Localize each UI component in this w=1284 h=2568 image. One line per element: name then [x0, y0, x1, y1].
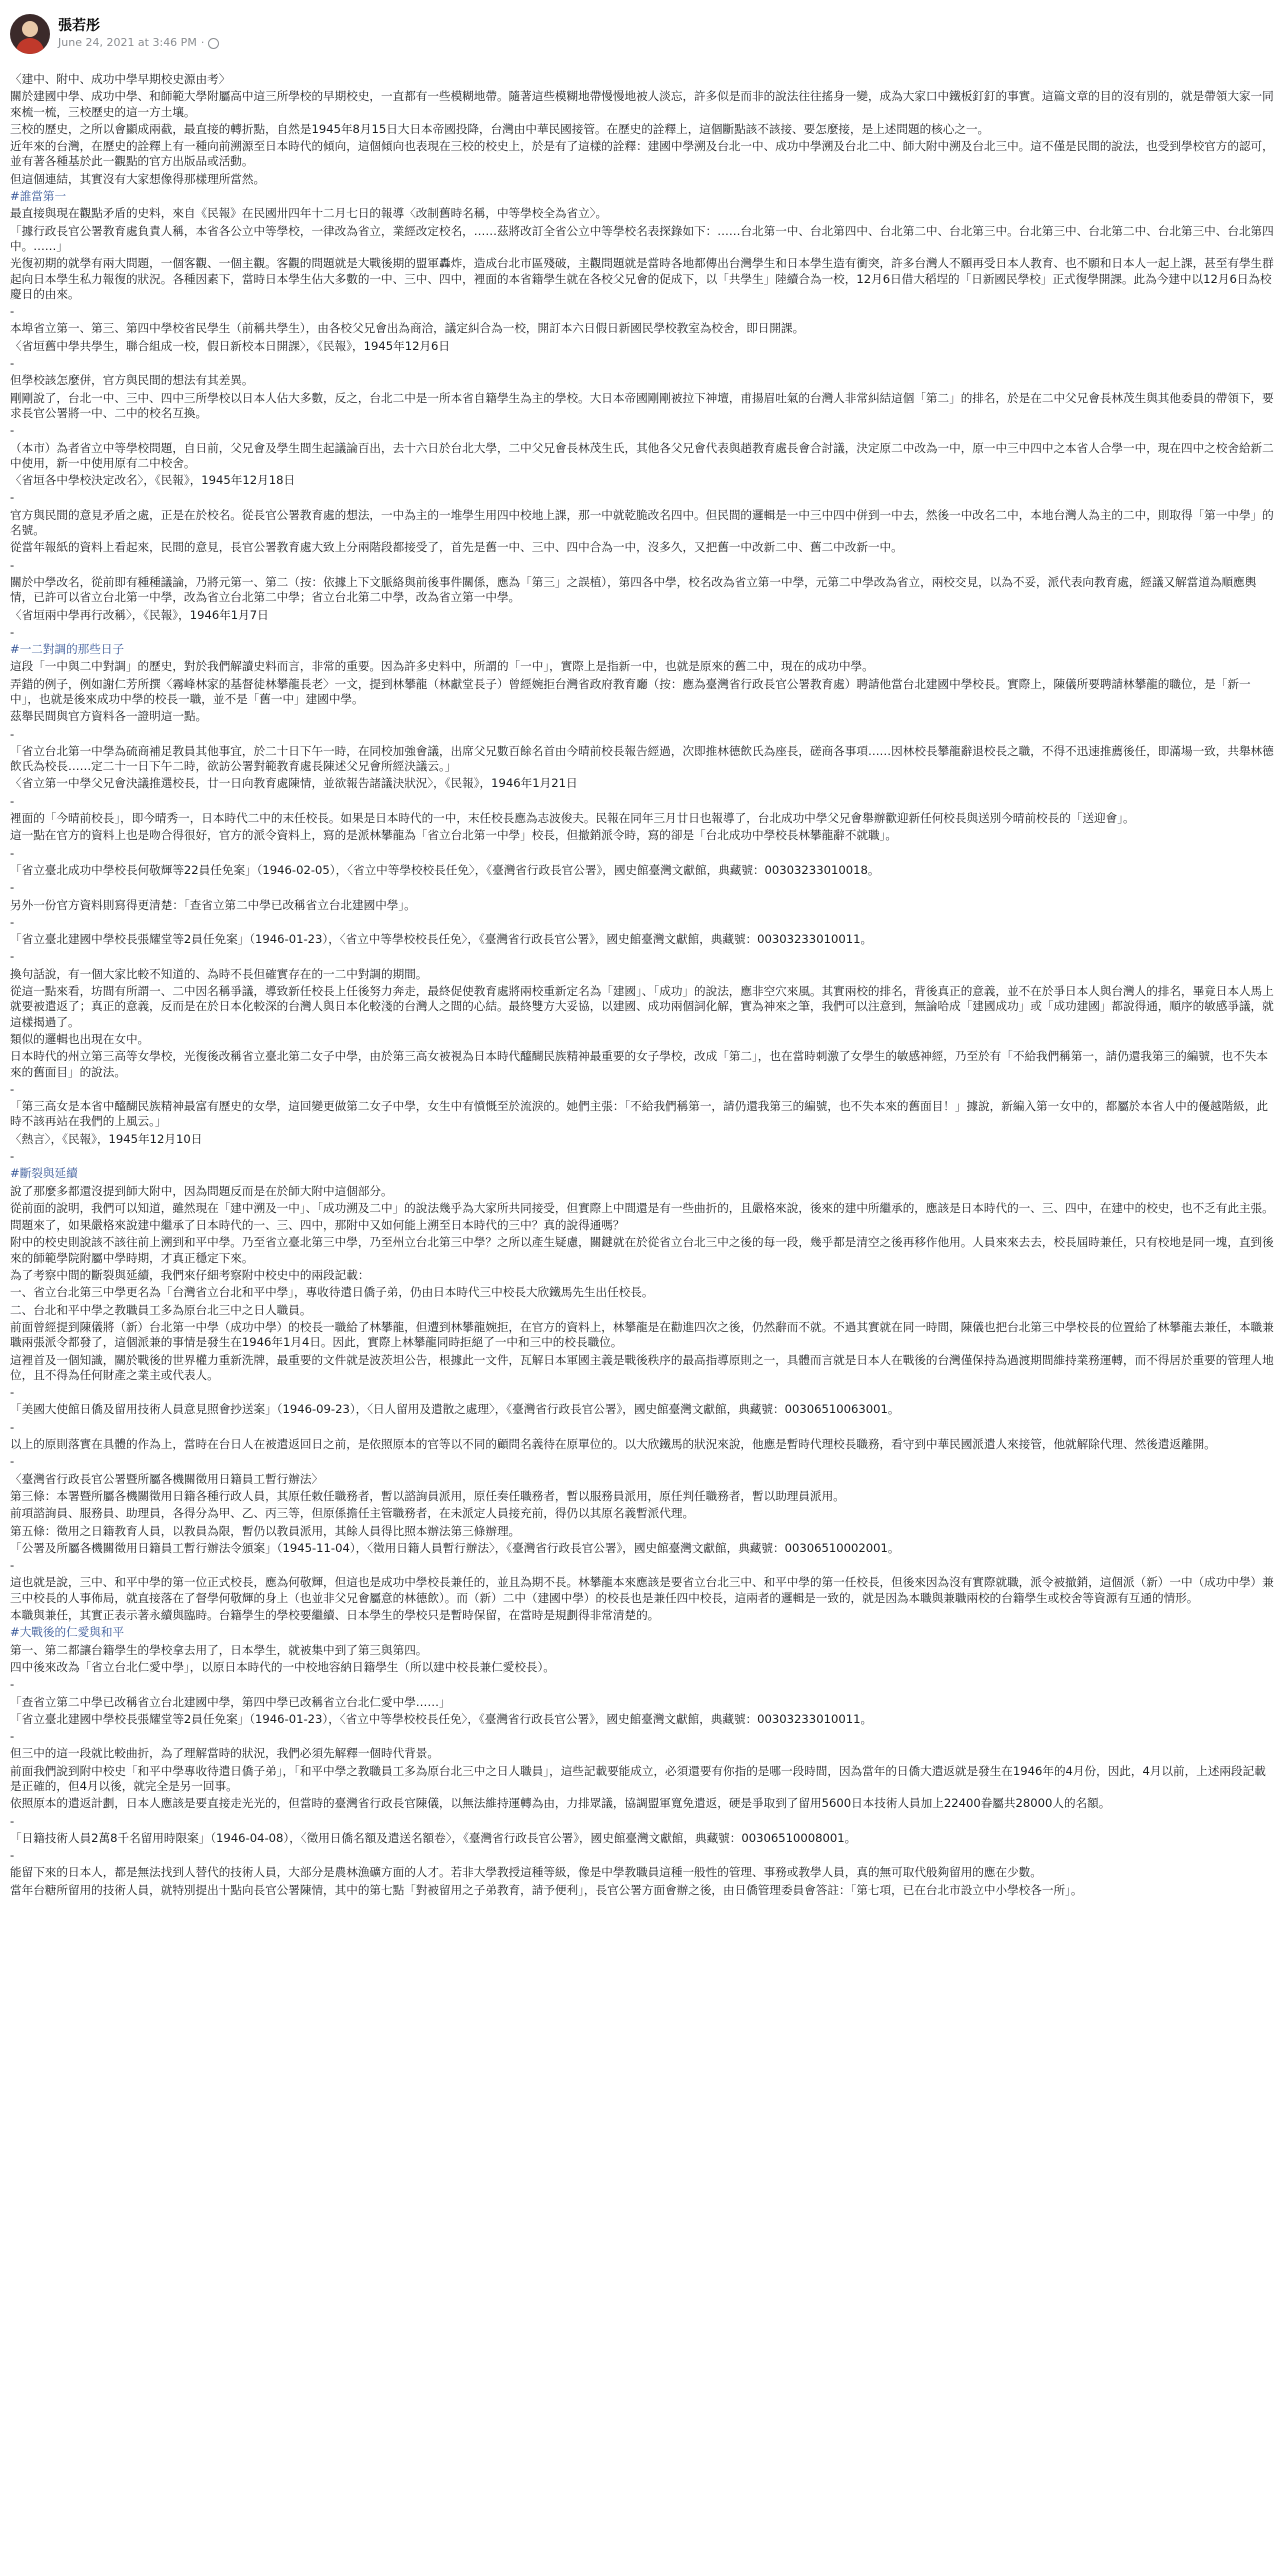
post-paragraph: 「第三高女是本省中醯醐民族精神最富有歷史的女學，這回變更做第二女子中學，女生中有憤慨至於流淚的。她們主張：「不給我們稱第一，請仍還我第三的編號，也不失本來的舊面目！」據說，新編入第一女中的，都屬於本省人中的優越階級，此時不該再站在我們的上風云。」 — [10, 1099, 1268, 1129]
divider-line: - — [10, 1848, 15, 1863]
post-paragraph: 〈熱言〉，《民報》，1945年12月10日 — [10, 1131, 203, 1146]
post-meta — [58, 35, 219, 51]
post-paragraph: 「查省立第二中學已改稱省立台北建國中學，第四中學已改稱省立台北仁愛中學……」 — [10, 1694, 451, 1709]
post-paragraph: 「省立臺北建國中學校長張耀堂等2員任免案」（1946-01-23），〈省立中等學校校長任免〉，《臺灣省行政長官公署》，國史館臺灣文獻館，典藏號：00303233010011。 — [10, 1711, 873, 1726]
hashtag-heading[interactable]: #一二對調的那些日子 — [10, 642, 125, 657]
divider-line: - — [10, 726, 15, 741]
divider-line: - — [10, 1149, 15, 1163]
post-paragraph: 茲舉民間與官方資料各一證明這一點。 — [10, 709, 208, 724]
divider-line: - — [10, 1081, 15, 1096]
post-paragraph: 日本時代的州立第三高等女學校，光復後改稱省立臺北第二女子中學，由於第三高女被視為日本時代醯醐民族精神最重要的女子學校，改成「第二」，也在當時刺激了女學生的敏感神經，乃至於有「不給我們稱第一，請仍還我第三的編號，也不失本來的舊面目」的說法。 — [10, 1049, 1268, 1079]
hashtag-heading[interactable]: #誰當第一 — [10, 189, 67, 204]
divider-line: - — [10, 304, 15, 319]
hashtag-heading[interactable]: #大戰後的仁愛與和平 — [10, 1625, 125, 1640]
divider-line: - — [10, 1454, 15, 1469]
post-paragraph: 這也就是說，三中、和平中學的第一位正式校長，應為何敬輝，但這也是成功中學校長兼任的，並且為期不長。林攀龍本來應該是要省立台北三中、和平中學的第一任校長，但後來因為沒有實際就職，派令被撤銷，這個派（新）一中（成功中學）兼三中校長的人事佈局，就直接落在了督學何敬輝的身上（也並非父兄會屬意的林德飲）。而（新）二中（建國中學）的校長也是兼任四中校長，這兩者的邏輯是一致的，就是因為本職與兼職兩校的台籍學生或校舍等資源有互通的情形。 — [10, 1575, 1274, 1605]
post-paragraph: 「據行政長官公署教育處負責人稱，本省各公立中等學校，一律改為省立，業經改定校名，……茲將改訂全省公立中等學校名表探錄如下：……台北第一中、台北第四中、台北第二中、台北第三中。台北第三中、台北第二中、台北第三中、台北第四中。……」 — [10, 223, 1274, 253]
divider-line: - — [10, 1419, 15, 1434]
post-paragraph: 「省立台北第一中學為硫商補足教員其他事宜，於二十日下午一時，在同校加強會議，出席父兄數百餘名首由今晴前校長報告經過，次即推林德飲氏為座長，磋商各事項……因林校長攀龍辭退校長之職，不得不迅速推薦後任，即滿場一致，共舉林德飲氏為校長……定二十一日下午二時，欲訪公署對範教育處長陳述父兄會所經決議云。」 — [10, 743, 1274, 774]
divider-line: - — [10, 557, 15, 572]
post-paragraph: 三校的歷史，之所以會顯成兩截，最直接的轉折點，自然是1945年8月15日大日本帝國投降，台灣由中華民國接管。在歷史的詮釋上，這個斷點該不該接、要怎麼接，是上述問題的核心之一。 — [10, 121, 990, 136]
post-paragraph: 附中的校史則說該不該往前上溯到和平中學。乃至省立臺北第三中學，乃至州立台北第三中學？之所以產生疑慮，關鍵就在於從省立台北三中之後的每一段，幾乎都是清空之後再移作他用。人員來來去去，校長屆時兼任，只有校地是同一塊，直到後來的師範學院附屬中學時期，才真正穩定下來。 — [10, 1235, 1274, 1265]
post-paragraph: 前項諮詢員、服務員、助理員，各得分為甲、乙、丙三等，但原係擔任主管職務者，在未派定人員接充前，得仍以其原名義暫派代理。 — [10, 1506, 695, 1521]
post-paragraph: 剛剛說了，台北一中、三中、四中三所學校以日本人佔大多數，反之，台北二中是一所本省自籍學生為主的學校。大日本帝國剛剛被拉下神壇，甫揚眉吐氣的台灣人非常糾結這個「第二」的排名，於是在二中父兄會長林茂生與其他委員的帶領下，要求長官公署將一中、二中的校名互換。 — [10, 390, 1274, 420]
post-paragraph: 另外一份官方資料則寫得更清楚：「查省立第二中學已改稱省立台北建國中學」。 — [10, 897, 416, 912]
author-name[interactable]: 張若彤 — [58, 18, 100, 34]
divider-line: - — [10, 880, 15, 895]
divider-line: - — [10, 1385, 15, 1400]
hashtag-heading[interactable]: #斷裂與延續 — [10, 1166, 78, 1181]
post-paragraph: 以上的原則落實在具體的作為上，當時在台日人在被遣返回日之前，是依照原本的官等以不同的顧問名義待在原單位的。以大欣鐵馬的狀況來說，他應是暫時代理校長職務，看守到中華民國派遣人來接管，他就解除代理、然後遣返離開。 — [10, 1437, 1216, 1452]
divider-line: - — [10, 1677, 15, 1692]
post-paragraph: 二、台北和平中學之教職員工多為原台北三中之日人職員。 — [10, 1302, 312, 1317]
post-paragraph: 從當年報紙的資料上看起來，民間的意見，長官公署教育處大致上分兩階段都接受了，首先是舊一中、三中、四中合為一中，沒多久，又把舊一中改新二中、舊二中改新一中。 — [10, 540, 903, 555]
post-paragraph: 〈省立第一中學父兄會決議推選校長，廿一日向教育處陳情，並欲報告諸議決狀況〉，《民報》，1946年1月21日 — [10, 776, 578, 791]
author-info — [58, 17, 219, 51]
post-paragraph: 「美國大使館日僑及留用技術人員意見照會抄送案」（1946-09-23），〈日人留用及遣散之處理〉，《臺灣省行政長官公署》，國史館臺灣文獻館，典藏號：00306510063001。 — [10, 1402, 900, 1417]
divider-line: - — [10, 423, 15, 438]
post-paragraph: 這一點在官方的資料上也是吻合得很好，官方的派令資料上，寫的是派林攀龍為「省立台北第一中學」校長，但撤銷派令時，寫的卻是「台北成功中學校長林攀龍辭不就職」。 — [10, 828, 897, 843]
divider-line: - — [10, 949, 15, 964]
divider-line: - — [10, 793, 15, 808]
separator-dot: · — [200, 36, 205, 49]
post-paragraph: 〈臺灣省行政長官公署暨所屬各機關徵用日籍員工暫行辦法〉 — [10, 1471, 324, 1486]
post-paragraph: 但學校該怎麼併，官方與民間的想法有其差異。 — [10, 373, 254, 388]
divider-line: - — [10, 845, 15, 860]
post-paragraph: 關於中學改名，從前即有種種議論，乃將元第一、第二（按：依據上下文脈絡與前後事件關係，應為「第三」之誤植），第四各中學，校名改為省立第一中學，元第二中學改為省立，兩校交見，以為不妥，派代表向教育處，經議又解當道為順應輿情，已許可以省立台北第一中學，改為省立台北第二中學；省立台北第二中學，改為省立第一中學。 — [10, 574, 1257, 605]
divider-line: - — [10, 1729, 15, 1744]
post-paragraph: 一、省立台北第三中學更名為「台灣省立台北和平中學」，專收待遣日僑子弟，仍由日本時代三中校長大欣鐵馬先生出任校長。 — [10, 1285, 654, 1300]
post-header — [10, 10, 1274, 58]
post-paragraph: （本市）為者省立中等學校問題，自日前，父兄會及學生間生起議論百出，去十六日於台北大學，二中父兄會長林茂生氏，其他各父兄會代表與趙教育處長會合討議，決定原二中改為一中，原一中三中四中之本省人合學一中，現在四中之校舍給新二中使用，新一中使用原有二中校舍。 — [10, 440, 1274, 470]
post-paragraph: 依照原本的遣返計劃，日本人應該是要直接走光光的，但當時的臺灣省行政長官陳儀，以無法維持運轉為由，力排眾議，協調盟軍寬免遣返，硬是爭取到了留用5600日本技術人員加上22400眷屬共28000人的名額。 — [10, 1796, 1111, 1811]
post-paragraph: 最直接與現在觀點矛盾的史料，來自《民報》在民國卅四年十二月七日的報導〈改制舊時名稱，中等學校全為省立〉。 — [10, 206, 608, 221]
post-paragraph: 前面我們說到附中校史「和平中學專收待遣日僑子弟」，「和平中學之教職員工多為原台北三中之日人職員」，這些記載要能成立，必須還要有你指的是哪一段時間，因為當年的日僑大遣返就是發生在1946年的4月份，因此，4月以前，上述兩段記載是正確的，但4月以後，就完全是另一回事。 — [10, 1763, 1266, 1793]
post-body — [10, 72, 1274, 1898]
post-timestamp[interactable]: June 24, 2021 at 3:46 PM — [58, 36, 197, 49]
post-paragraph: 當年台糖所留用的技術人員，就特別提出十點向長官公署陳情，其中的第七點「對被留用之子弟教育，請予便利」，長官公署方面會辦之後，由日僑管理委員會答註：「第七項，已在台北市設立中小學校各一所」。 — [10, 1882, 1083, 1897]
author-avatar[interactable] — [10, 14, 50, 54]
post-paragraph: 前面曾經提到陳儀將（新）台北第一中學（成功中學）的校長一職給了林攀龍，但遭到林攀龍婉拒，在官方的資料上，林攀龍是在勸進四次之後，仍然辭而不就。不過其實就在同一時間，陳儀也把台北第三中學校長的位置給了林攀龍去兼任，本職兼職兩張派令都發了，這個派兼的事情是發生在1946年1月4日。因此，實際上林攀龍同時拒絕了一中和三中的校長職位。 — [10, 1319, 1274, 1350]
divider-line: - — [10, 624, 15, 639]
divider-line: - — [10, 356, 15, 371]
post-paragraph: 從這一點來看，坊間有所謂一、二中因名稱爭議，導致新任校長上任後努力奔走，最終促使教育處將兩校重新定名為「建國」、「成功」的說法，應非空穴來風。其實兩校的排名，背後真正的意義，並不在於爭日本人與台灣人的排名，畢竟日本人馬上就要被遣返了；真正的意義，反而是在於日本化較深的台灣人與日本化較淺的台灣人之間的心結。最終雙方大妥協，以建國、成功兩個詞化解，實為神來之筆，我們可以注意到，無論哈成「建國成功」或「成功建國」都說得通，順序的敏感爭議，就這樣揭過了。 — [10, 984, 1274, 1029]
post-paragraph: 〈省垣各中學校決定改名〉，《民報》，1945年12月18日 — [10, 473, 296, 488]
post-paragraph: 官方與民間的意見矛盾之處，正是在於校名。從長官公署教育處的想法，一中為主的一堆學生用四中校地上課，那一中就乾脆改名四中。但民間的邏輯是一中三中四中併到一中去，然後一中改名二中，本地台灣人為主的二中，則取得「第一中學」的名號。 — [10, 507, 1274, 538]
post-paragraph: 類似的邏輯也出現在女中。 — [10, 1031, 150, 1046]
divider-line: - — [10, 1813, 15, 1828]
divider-line: - — [10, 914, 15, 929]
globe-icon — [208, 38, 219, 49]
post-paragraph: 換句話說，有一個大家比較不知道的、為時不長但確實存在的一二中對調的期間。 — [10, 966, 428, 981]
post-paragraph: 裡面的「今晴前校長」，即今晴秀一，日本時代二中的末任校長。如果是日本時代的一中，末任校長應為志波俊夫。民報在同年三月廿日也報導了，台北成功中學父兄會舉辦歡迎新任何校長與送別今晴前校長的「送迎會」。 — [10, 811, 1135, 826]
post-paragraph: 〈省垣兩中學再行改稱〉，《民報》，1946年1月7日 — [10, 607, 269, 622]
post-paragraph: 關於建國中學、成功中學、和師範大學附屬高中這三所學校的早期校史，一直都有一些模糊地帶。隨著這些模糊地帶慢慢地被人淡忘，許多似是而非的說法往往搖身一變，成為大家口中鐵板釘釘的事實。這篇文章的目的沒有別的，就是帶領大家一同來梳一梳，三校歷史的這一方土壤。 — [10, 89, 1274, 119]
post-paragraph: 從前面的說明，我們可以知道，雖然現在「建中溯及一中」、「成功溯及二中」的說法幾乎為大家所共同接受，但實際上中間還是有一些曲折的，且嚴格來說，後來的建中所繼承的，應該是日本時代的一、三、四中，在建中的校史，也不乏有此主張。 — [10, 1200, 1274, 1215]
post-paragraph: 本職與兼任，其實正表示著永續與臨時。台籍學生的學校要繼續、日本學生的學校只是暫時保留，在當時是規劃得非常清楚的。 — [10, 1608, 660, 1623]
post-paragraph: 這段「一中與二中對調」的歷史，對於我們解讀史料而言，非常的重要。因為許多史料中，所謂的「一中」，實際上是指新一中，也就是原來的舊二中，現在的成功中學。 — [10, 659, 874, 674]
post-paragraph: 「省立臺北成功中學校長何敬輝等22員任免案」（1946-02-05），〈省立中等學校校長任免〉，《臺灣省行政長官公署》，國史館臺灣文獻館，典藏號：00303233010018。 — [10, 862, 880, 877]
divider-line: - — [10, 490, 15, 505]
divider-line: - — [10, 1558, 15, 1573]
post-paragraph: 「省立臺北建國中學校長張耀堂等2員任免案」（1946-01-23），〈省立中等學校校長任免〉，《臺灣省行政長官公署》，國史館臺灣文獻館，典藏號：00303233010011。 — [10, 932, 873, 947]
post-paragraph: 本埠省立第一、第三、第四中學校省民學生（前稱共學生），由各校父兄會出為商洽，議定糾合為一校，開訂本六日假日新國民學校教室為校舍，即日開課。 — [10, 321, 805, 336]
post-paragraph: 問題來了，如果嚴格來說建中繼承了日本時代的一、三、四中，那附中又如何能上溯至日本時代的三中？真的說得通嗎？ — [10, 1218, 625, 1233]
post-paragraph: 近年來的台灣，在歷史的詮釋上有一種向前溯源至日本時代的傾向，這個傾向也表現在三校的校史上，於是有了這樣的詮釋：建國中學溯及台北一中、成功中學溯及台北二中、師大附中溯及台北三中。這不僅是民間的說法，也受到學校官方的認可，並有著各種基於此一觀點的官方出版品或活動。 — [10, 139, 1274, 169]
post-paragraph: 但三中的這一段就比較曲折，為了理解當時的狀況，我們必須先解釋一個時代背景。 — [10, 1746, 439, 1761]
post-paragraph: 「公署及所屬各機關徵用日籍員工暫行辦法令頒案」（1945-11-04），〈徵用日籍人員暫行辦法〉，《臺灣省行政長官公署》，國史館臺灣文獻館，典藏號：00306510002001。 — [10, 1540, 900, 1555]
post-paragraph: 能留下來的日本人，都是無法找到人替代的技術人員，大部分是農林漁礦方面的人才。若非大學教授這種等級，像是中學教職員這種一般性的管理、事務或教學人員，真的無可取代般夠留用的應在少數。 — [10, 1865, 1042, 1880]
post-paragraph: 說了那麼多都還沒提到師大附中，因為問題反而是在於師大附中這個部分。 — [10, 1183, 393, 1198]
post-paragraph: 為了考察中間的斷裂與延續，我們來仔細考察附中校史中的兩段記載： — [10, 1268, 370, 1283]
post-paragraph: 第五條：徵用之日籍教育人員，以教員為限，暫仍以教員派用，其餘人員得比照本辦法第三條辦理。 — [10, 1523, 521, 1538]
post-paragraph: 這裡首及一個知識，關於戰後的世界權力重新洗牌，最重要的文件就是波茨坦公告，根據此一文件，瓦解日本軍國主義是戰後秩序的最高指導原則之一，具體而言就是日本人在戰後的台灣僅保持為過渡期間維持業務運轉，而不得居於重要的管理人地位，且不得為任何財產之業主或代表人。 — [10, 1352, 1274, 1382]
post-paragraph: 但這個連結，其實沒有大家想像得那樣理所當然。 — [10, 171, 266, 186]
post-paragraph: 四中後來改為「省立台北仁愛中學」，以原日本時代的一中校地容納日籍學生（所以建中校長兼仁愛校長）。 — [10, 1659, 555, 1674]
post-paragraph: 〈省垣舊中學共學生，聯合組成一校，假日新校本日開課〉，《民報》，1945年12月6日 — [10, 338, 451, 353]
post-paragraph: 弄錯的例子，例如謝仁芳所撰〈霧峰林家的基督徒林攀龍長老〉一文，提到林攀龍（林獻堂長子）曾經婉拒台灣省政府教育廳（按：應為臺灣省行政長官公署教育處）聘請他當台北建國中學校長。實際上，陳儀所要聘請林攀龍的職位，是「新一中」，也就是後來成功中學的校長一職，並不是「舊一中」建國中學。 — [10, 676, 1251, 706]
post-paragraph: 第三條：本署暨所屬各機關徵用日籍各種行政人員，其原任敕任職務者，暫以諮詢員派用，原任奏任職務者，暫以服務員派用，原任判任職務者，暫以助理員派用。 — [10, 1488, 845, 1503]
post-paragraph: 第一、第二都讓台籍學生的學校拿去用了，日本學生，就被集中到了第三與第四。 — [10, 1642, 428, 1657]
post-paragraph: 〈建中、附中、成功中學早期校史源由考〉 — [10, 72, 231, 86]
post-paragraph: 「日籍技術人員2萬8千名留用時限案」（1946-04-08），〈徵用日僑名額及遣送名額卷〉，《臺灣省行政長官公署》，國史館臺灣文獻館，典藏號：00306510008001。 — [10, 1830, 857, 1845]
post-paragraph: 光復初期的就學有兩大問題，一個客觀、一個主觀。客觀的問題就是大戰後期的盟軍轟炸，造成台北市區殘破，主觀問題就是當時各地都傳出台灣學生和日本學生造有衝突，許多台灣人不願再受日本人教育、也不願和日本人一起上課，甚至有學生群起向日本學生私力報復的狀況。各種因素下，當時日本學生佔大多數的一中、三中、四中，裡面的本省籍學生就在各校父兄會的促成下，以「共學生」陸續合為一校，12月6日借大稻埕的「日新國民學校」正式復學開課。此為今建中以12月6日為校慶日的由來。 — [10, 256, 1274, 301]
